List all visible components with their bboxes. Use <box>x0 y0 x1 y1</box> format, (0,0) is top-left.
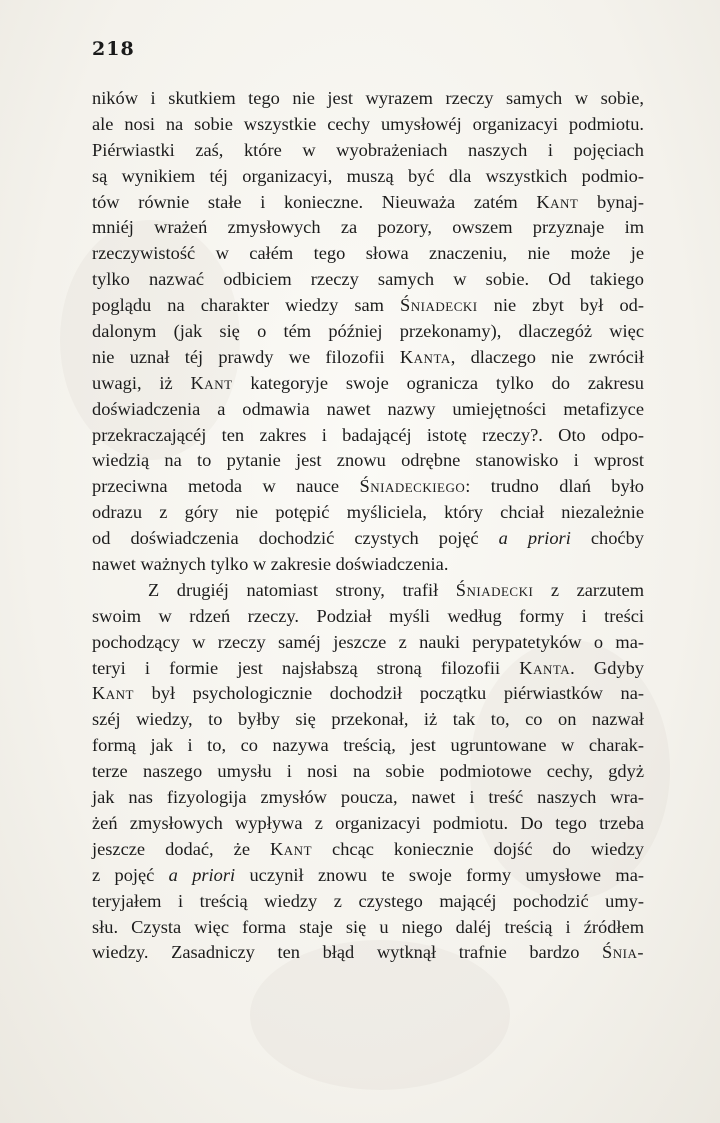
text-line <box>92 371 644 397</box>
line-text: wiedzy. Zasadniczy ten błąd wytknął trafnie bardzo <box>92 942 580 963</box>
small-caps-name: Śniadecki <box>455 579 534 600</box>
text-line <box>92 785 644 811</box>
text-line <box>92 86 644 112</box>
text-line <box>92 915 644 941</box>
text-line <box>92 681 644 707</box>
line-text-tail: uczynił znowu te swoje formy umysłowe ma- <box>235 864 644 885</box>
small-caps-name: Kant <box>92 683 134 704</box>
small-caps-name: Śnia- <box>602 942 644 963</box>
line-text: z pojęć <box>92 864 155 885</box>
line-text: nie uznał téj prawdy we filozofii <box>92 346 385 367</box>
text-line <box>92 164 644 190</box>
line-text: żeń zmysłowych wypływa z organizacyi podmiotu. Do tego trzeba <box>92 812 644 833</box>
line-text-tail: bynaj- <box>578 191 644 212</box>
line-text-tail: . Gdyby <box>570 657 644 678</box>
text-line <box>92 759 644 785</box>
line-text: ale nosi na sobie wszystkie cechy umysłowéj organizacyi podmiotu. <box>92 113 644 134</box>
line-text: słu. Czysta więc forma staje się u niego daléj treścią i źródłem <box>92 916 644 937</box>
line-text: od doświadczenia dochodzić czystych pojęć <box>92 528 479 549</box>
italic-phrase: a priori <box>168 864 236 885</box>
line-text: rzeczywistość w całém tego słowa znaczeniu, nie może je <box>92 243 644 264</box>
line-text-tail: nie zbyt był od- <box>477 295 644 316</box>
line-text: odrazu z góry nie potępić myśliciela, który chciał niezależnie <box>92 502 644 523</box>
line-text: uwagi, iż <box>92 372 173 393</box>
text-line <box>92 112 644 138</box>
line-text: tów równie stałe i konieczne. Nieuważa zatém <box>92 191 518 212</box>
line-text: terze naszego umysłu i nosi na sobie podmiotowe cechy, gdyż <box>92 761 644 782</box>
text-line <box>92 474 644 500</box>
text-line <box>92 940 644 966</box>
page-number: 218 <box>92 38 135 60</box>
small-caps-name: Kant <box>536 191 579 212</box>
text-line <box>92 837 644 863</box>
text-line <box>92 733 644 759</box>
text-line <box>92 604 644 630</box>
text-line <box>92 319 644 345</box>
small-caps-name: Śniadecki <box>400 295 478 316</box>
text-line <box>92 707 644 733</box>
text-line <box>92 241 644 267</box>
line-text: teryi i formie jest najsłabszą stroną filozofii <box>92 657 501 678</box>
text-line <box>92 293 644 319</box>
text-line <box>92 889 644 915</box>
line-text: są wynikiem téj organizacyi, muszą być dla wszystkich podmio- <box>92 165 644 186</box>
text-line <box>92 397 644 423</box>
text-line <box>92 656 644 682</box>
text-line <box>92 552 644 578</box>
line-text-tail: : trudno dlań było <box>465 476 644 497</box>
text-line <box>92 423 644 449</box>
text-line <box>92 630 644 656</box>
small-caps-name: Kant <box>270 838 313 859</box>
line-text-tail: , dlaczego nie zwrócił <box>450 346 644 367</box>
line-text: doświadczenia a odmawia nawet nazwy umiejętności metafizyce <box>92 398 644 419</box>
text-line <box>92 811 644 837</box>
line-text: przeciwna metoda w nauce <box>92 476 340 497</box>
small-caps-name: Kant <box>190 372 233 393</box>
small-caps-name: Kanta <box>399 346 451 367</box>
line-text: jeszcze dodać, że <box>92 838 250 859</box>
text-line <box>92 267 644 293</box>
line-text-tail: z zarzutem <box>533 579 644 600</box>
line-text: poglądu na charakter wiedzy sam <box>92 295 384 316</box>
line-text: wiedzią na to pytanie jest znowu odrębne stanowisko i wprost <box>92 450 644 471</box>
text-line <box>92 345 644 371</box>
line-text: mniéj wrażeń zmysłowych za pozory, owszem przyznaje im <box>92 217 644 238</box>
line-text: jak nas fizyologija zmysłów poucza, nawet i treść naszych wra- <box>92 787 644 808</box>
body-text <box>92 86 644 966</box>
line-text: Z drugiéj natomiast strony, trafił <box>148 579 439 600</box>
line-text: tylko nazwać odbiciem rzeczy samych w sobie. Od takiego <box>92 269 644 290</box>
line-text-tail: chcąc koniecznie dojść do wiedzy <box>312 838 644 859</box>
line-text: ników i skutkiem tego nie jest wyrazem rzeczy samych w sobie, <box>92 88 644 108</box>
line-text: formą jak i to, co nazywa treścią, jest ugruntowane w charak- <box>92 735 644 756</box>
line-text: dalonym (jak się o tém później przekonamy), dlaczegóż więc <box>92 321 644 342</box>
italic-phrase: a priori <box>498 528 571 549</box>
line-text-tail: kategoryje swoje ogranicza tylko do zakresu <box>232 372 644 393</box>
small-caps-name: Kanta <box>519 657 571 678</box>
text-line <box>92 190 644 216</box>
text-line <box>92 138 644 164</box>
text-line <box>92 448 644 474</box>
line-text-tail: choćby <box>570 528 644 549</box>
line-text: teryjałem i treścią wiedzy z czystego mającéj pochodzić umy- <box>92 890 644 911</box>
line-text-tail: był psychologicznie dochodził początku piérwiastków na- <box>134 683 644 704</box>
line-text: przekraczającéj ten zakres i badającéj istotę rzeczy?. Oto odpo- <box>92 424 644 445</box>
line-text: széj wiedzy, to byłby się przekonał, iż tak to, co on nazwał <box>92 709 644 730</box>
line-text: nawet ważnych tylko w zakresie doświadczenia. <box>92 554 449 575</box>
line-text: swoim w rdzeń rzeczy. Podział myśli według formy i treści <box>92 605 644 626</box>
line-text: pochodzący w rzeczy saméj jeszcze z nauki perypatetyków o ma- <box>92 631 644 652</box>
small-caps-name: Śniadeckiego <box>359 476 466 497</box>
text-line <box>92 863 644 889</box>
line-text: Piérwiastki zaś, które w wyobrażeniach naszych i pojęciach <box>92 139 644 160</box>
text-line <box>92 500 644 526</box>
text-line <box>92 215 644 241</box>
text-line <box>92 526 644 552</box>
text-line <box>92 578 644 604</box>
